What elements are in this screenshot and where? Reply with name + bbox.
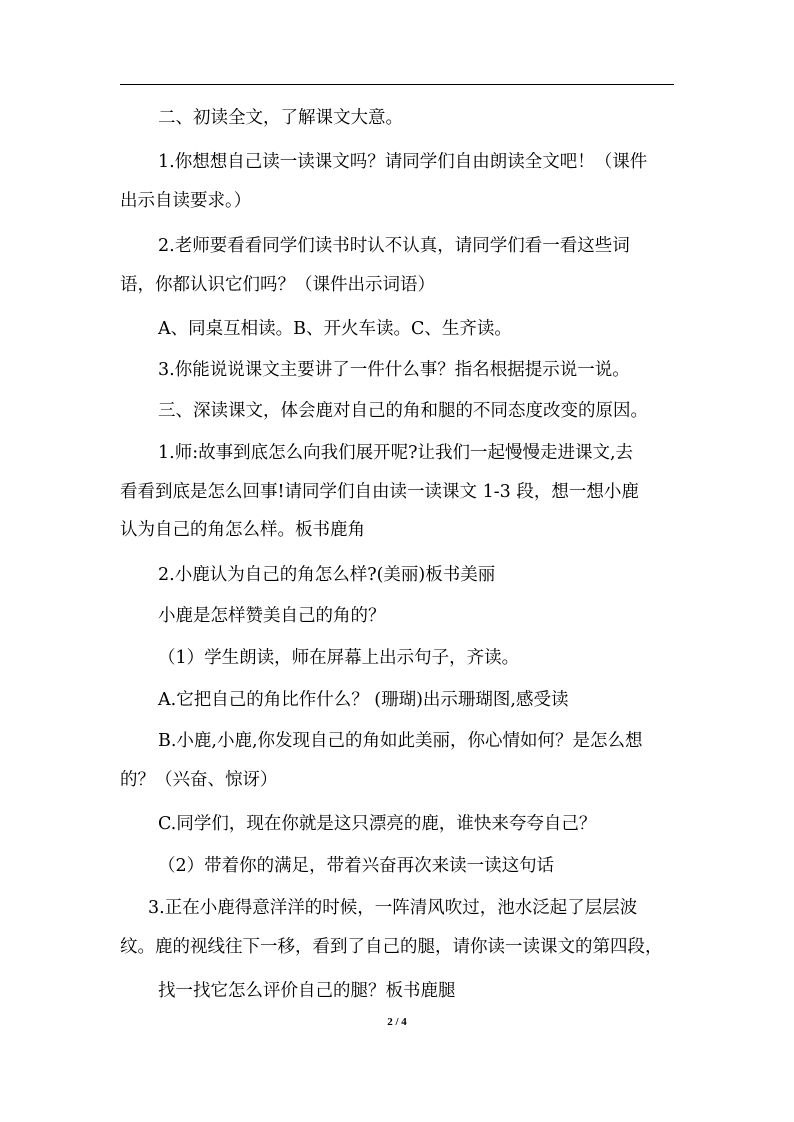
paragraph-line: 看看到底是怎么回事!请同学们自由读一读课文 1-3 段，想一想小鹿 [120,482,639,502]
paragraph-line: 1.你想想自己读一读课文吗？请同学们自由朗读全文吧！（课件 [158,152,648,172]
paragraph-line: 小鹿是怎样赞美自己的角的？ [158,606,386,626]
paragraph-line: 语，你都认识它们吗？（课件出示词语） [120,275,435,295]
paragraph-line: A.它把自己的角比作什么？ (珊瑚)出示珊瑚图,感受读 [158,690,569,710]
paragraph-line: 2.老师要看看同学们读书时认不认真，请同学们看一看这些词 [158,236,630,256]
header-rule [120,84,674,85]
paragraph-line: （1）学生朗读，师在屏幕上出示句子，齐读。 [158,648,520,668]
paragraph-line: A、同桌互相读。B、开火车读。C、生齐读。 [158,319,512,339]
paragraph-line: 3.你能说说课文主要讲了一件什么事？指名根据提示说一说。 [158,360,630,380]
paragraph-line: C.同学们，现在你就是这只漂亮的鹿，谁快来夸夸自己？ [158,814,597,834]
paragraph-line: 2.小鹿认为自己的角怎么样?(美丽)板书美丽 [158,565,496,585]
paragraph-line: 纹。鹿的视线往下一移，看到了自己的腿，请你读一读课文的第四段， [120,937,663,957]
paragraph-line: （2）带着你的满足，带着兴奋再次来读一读这句话 [158,856,555,876]
section-heading-first-read: 二、初读全文，了解课文大意。 [158,108,403,128]
paragraph-line: 认为自己的角怎么样。板书鹿角 [120,520,365,540]
paragraph-line: B.小鹿,小鹿,你发现自己的角如此美丽，你心情如何？是怎么想 [158,731,643,751]
paragraph-line: 3.正在小鹿得意洋洋的时候，一阵清风吹过，池水泛起了层层波 [148,898,638,918]
paragraph-line: 1.师:故事到底怎么向我们展开呢?让我们一起慢慢走进课文,去 [158,443,634,463]
paragraph-line: 找一找它怎么评价自己的腿？板书鹿腿 [158,981,456,1001]
section-heading-deep-read: 三、深读课文，体会鹿对自己的角和腿的不同态度改变的原因。 [158,401,648,421]
paragraph-line: 的？（兴奋、惊讶） [120,770,278,790]
paragraph-line: 出示自读要求。） [120,191,252,211]
page-number: 2 / 4 [387,1016,407,1028]
